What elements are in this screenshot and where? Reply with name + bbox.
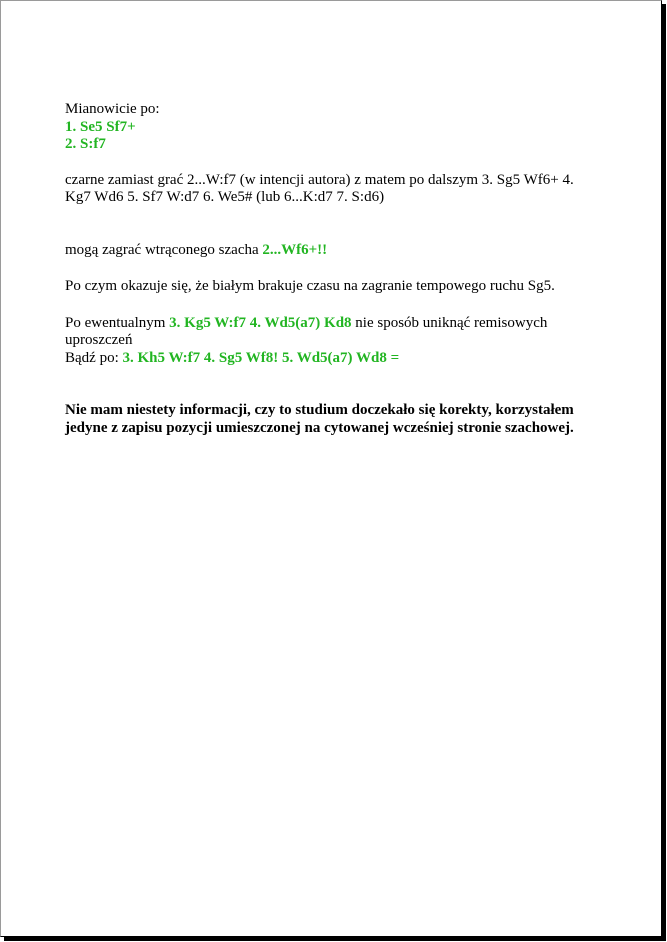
paragraph-3: Po czym okazuje się, że białym brakuje czasu na zagranie tempowego ruchu Sg5.: [65, 278, 555, 294]
note-line-2: jedyne z zapisu pozycji umieszczonej na cytowanej wcześniej stronie szachowej.: [65, 419, 574, 436]
paragraph-4-prefix: Po ewentualnym: [65, 314, 170, 331]
paragraph-1-line-1: czarne zamiast grać 2...W:f7 (w intencji autora) z matem po dalszym 3. Sg5 Wf6+ 4.: [65, 171, 574, 188]
paragraph-2: [65, 242, 613, 260]
paragraph-4-line-1: [65, 315, 613, 333]
page-shadow-bottom: [4, 937, 666, 941]
note-line-1: Nie mam niestety informacji, czy to studium doczekało się korekty, korzystałem: [65, 402, 574, 418]
move-line-1: 1. Se5 Sf7+: [65, 118, 136, 135]
paragraph-4-suffix: nie sposób uniknąć remisowych: [351, 314, 548, 331]
paragraph-4-alt: [65, 350, 613, 368]
paragraph-4-moves: 3. Kg5 W:f7 4. Wd5(a7) Kd8: [169, 314, 352, 331]
document-content: [65, 101, 613, 437]
paragraph-2-text: mogą zagrać wtrąconego szacha: [65, 241, 263, 258]
page-shadow-right: [662, 4, 666, 941]
paragraph-4-alt-prefix: Bądź po:: [65, 349, 123, 366]
paragraph-2-move: 2...Wf6+!!: [262, 241, 328, 258]
intro-text: Mianowicie po:: [65, 101, 160, 117]
paragraph-1-line-2: Kg7 Wd6 5. Sf7 W:d7 6. We5# (lub 6...K:d7 7. S:d6): [65, 189, 385, 205]
paragraph-4-line-2: uproszczeń: [65, 332, 133, 348]
paragraph-4-alt-moves: 3. Kh5 W:f7 4. Sg5 Wf8! 5. Wd5(a7) Wd8 =: [122, 349, 400, 366]
move-line-2: 2. S:f7: [65, 136, 106, 152]
